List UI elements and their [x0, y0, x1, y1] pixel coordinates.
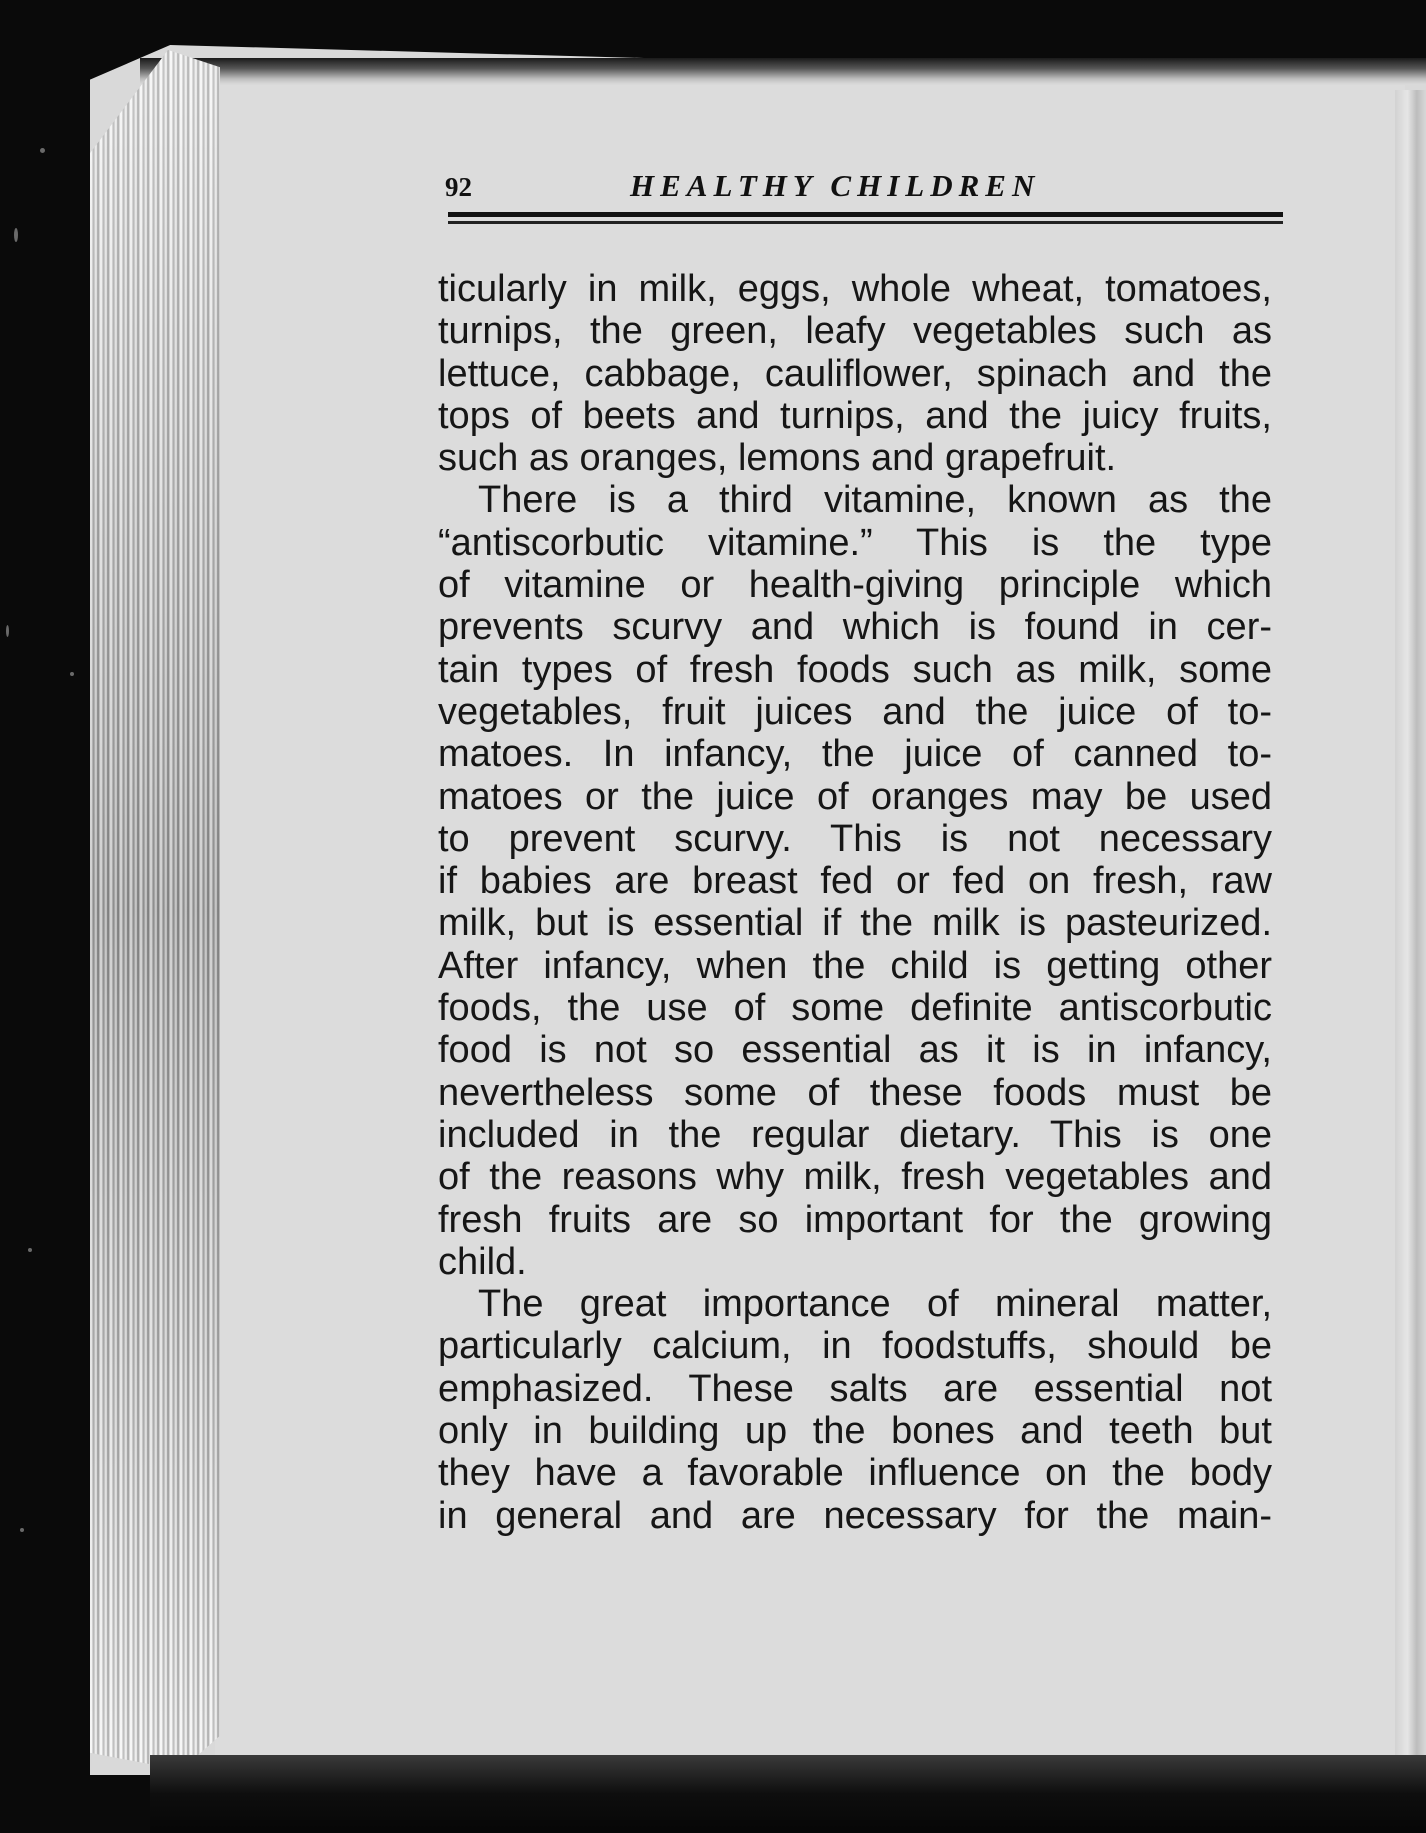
- header-rule-thick: [448, 212, 1283, 217]
- text-line: of vitamine or health-giving principle which: [438, 564, 1272, 607]
- text-line: in general and are necessary for the main-: [438, 1494, 1272, 1537]
- background-speck: [6, 625, 9, 637]
- text-line: only in building up the bones and teeth but: [438, 1410, 1272, 1453]
- background-speck: [20, 1528, 24, 1532]
- text-line: turnips, the green, leafy vegetables such as: [438, 310, 1272, 353]
- text-line: There is a third vitamine, known as the: [478, 479, 1272, 522]
- text-line: food is not so essential as it is in infancy,: [438, 1029, 1272, 1072]
- text-line: they have a favorable influence on the body: [438, 1452, 1272, 1495]
- text-line: to prevent scurvy. This is not necessary: [438, 817, 1272, 860]
- page-right-edge: [1395, 90, 1426, 1760]
- background-speck: [70, 672, 74, 676]
- text-line: emphasized. These salts are essential not: [438, 1367, 1272, 1410]
- text-line: matoes. In infancy, the juice of canned to-: [438, 733, 1272, 776]
- page-number: 92: [445, 172, 472, 202]
- text-line: prevents scurvy and which is found in cer-: [438, 606, 1272, 649]
- text-line: fresh fruits are so important for the growing: [438, 1198, 1272, 1241]
- header-rule-thin: [448, 221, 1283, 224]
- page-header: [445, 168, 1281, 208]
- text-line: “antiscorbutic vitamine.” This is the type: [438, 521, 1272, 564]
- text-line: vegetables, fruit juices and the juice of to-: [438, 690, 1272, 733]
- page-edges-stack: [90, 50, 220, 1770]
- text-line: tops of beets and turnips, and the juicy fruits,: [438, 394, 1272, 437]
- text-line: lettuce, cabbage, cauliflower, spinach and the: [438, 352, 1272, 395]
- running-head: HEALTHY CHILDREN: [630, 168, 1041, 203]
- text-line: of the reasons why milk, fresh vegetables and: [438, 1156, 1272, 1199]
- text-line: matoes or the juice of oranges may be used: [438, 775, 1272, 818]
- text-line: foods, the use of some definite antiscorbutic: [438, 987, 1272, 1030]
- background-speck: [14, 228, 18, 242]
- background-speck: [40, 148, 45, 153]
- text-line: such as oranges, lemons and grapefruit.: [438, 437, 1117, 480]
- text-line: tain types of fresh foods such as milk, some: [438, 648, 1272, 691]
- text-line: The great importance of mineral matter,: [478, 1283, 1272, 1326]
- background-speck: [28, 1248, 32, 1252]
- body-text: [438, 268, 1272, 1537]
- text-line: if babies are breast fed or fed on fresh, raw: [438, 860, 1272, 903]
- text-line: nevertheless some of these foods must be: [438, 1071, 1272, 1114]
- page-bottom-shadow: [150, 1755, 1426, 1833]
- text-line: child.: [438, 1240, 527, 1283]
- page-top-shadow: [140, 58, 1426, 84]
- text-line: particularly calcium, in foodstuffs, should be: [438, 1325, 1272, 1368]
- text-line: ticularly in milk, eggs, whole wheat, tomatoes,: [438, 268, 1272, 310]
- text-line: milk, but is essential if the milk is pasteurized.: [438, 902, 1272, 945]
- text-line: After infancy, when the child is getting other: [438, 944, 1272, 987]
- text-line: included in the regular dietary. This is one: [438, 1113, 1272, 1156]
